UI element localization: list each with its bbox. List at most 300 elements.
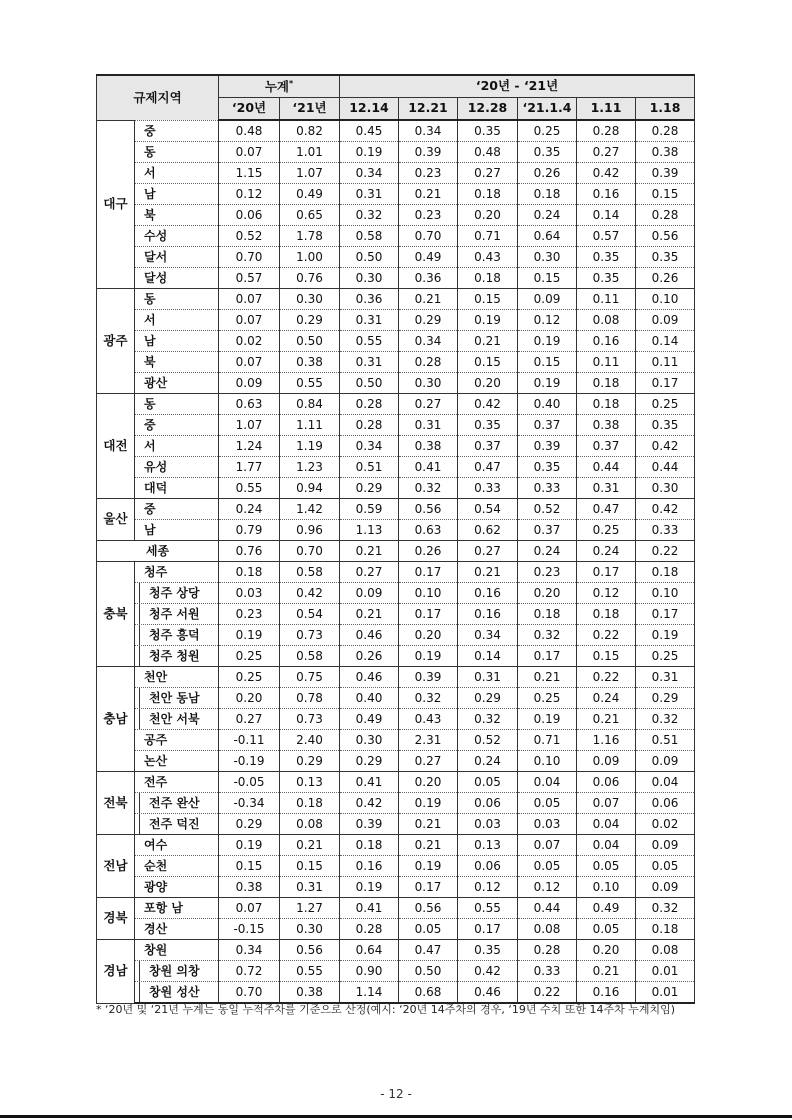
value-cell: 0.29	[399, 310, 458, 331]
value-cell: 1.78	[280, 226, 340, 247]
page-number: - 12 -	[380, 1087, 412, 1101]
value-cell: 0.15	[219, 856, 280, 877]
value-cell: 0.31	[636, 667, 695, 688]
value-cell: -0.15	[219, 919, 280, 940]
value-cell: 0.15	[518, 352, 577, 373]
value-cell: 0.10	[636, 583, 695, 604]
value-cell: 0.30	[340, 268, 399, 289]
value-cell: 0.30	[518, 247, 577, 268]
value-cell: 0.05	[518, 856, 577, 877]
table-row	[97, 688, 695, 709]
value-cell: 0.37	[518, 520, 577, 541]
district-label: 동	[135, 289, 219, 310]
value-cell: 0.30	[340, 730, 399, 751]
value-cell: 0.82	[280, 120, 340, 142]
value-cell: 0.33	[636, 520, 695, 541]
value-cell: 0.25	[219, 667, 280, 688]
value-cell: 0.65	[280, 205, 340, 226]
value-cell: 1.14	[340, 982, 399, 1004]
value-cell: 0.17	[636, 604, 695, 625]
value-cell: 0.51	[340, 457, 399, 478]
table-row	[97, 142, 695, 163]
value-cell: 0.19	[518, 373, 577, 394]
value-cell: 0.40	[340, 688, 399, 709]
value-cell: 0.06	[458, 793, 518, 814]
value-cell: 0.46	[340, 667, 399, 688]
value-cell: 0.10	[636, 289, 695, 310]
value-cell: 0.38	[280, 352, 340, 373]
value-cell: 0.68	[399, 982, 458, 1004]
column-header: ‘21년	[280, 98, 340, 121]
value-cell: 0.07	[219, 898, 280, 919]
region-label: 전남	[97, 835, 135, 898]
value-cell: 0.35	[458, 940, 518, 961]
value-cell: 0.08	[636, 940, 695, 961]
value-cell: 0.73	[280, 709, 340, 730]
value-cell: 0.52	[458, 730, 518, 751]
value-cell: 0.57	[219, 268, 280, 289]
value-cell: 0.17	[399, 877, 458, 898]
sub-district-label: 청주 상당	[139, 583, 200, 603]
table-row	[97, 982, 695, 1004]
value-cell: 0.18	[458, 268, 518, 289]
value-cell: 1.00	[280, 247, 340, 268]
table-row	[97, 184, 695, 205]
value-cell: 0.22	[577, 667, 636, 688]
value-cell: 0.19	[399, 856, 458, 877]
value-cell: 0.48	[219, 120, 280, 142]
value-cell: 0.46	[340, 625, 399, 646]
value-cell: 0.63	[219, 394, 280, 415]
value-cell: 0.43	[399, 709, 458, 730]
district-label: 전주	[135, 772, 219, 793]
district-label: 서	[135, 163, 219, 184]
value-cell: 0.23	[219, 604, 280, 625]
sub-district-label: 천안 서북	[139, 709, 200, 729]
table-row	[97, 583, 695, 604]
value-cell: 0.31	[399, 415, 458, 436]
value-cell: 0.47	[399, 940, 458, 961]
table-row	[97, 856, 695, 877]
value-cell: 0.35	[458, 415, 518, 436]
table-row	[97, 793, 695, 814]
value-cell: 0.24	[577, 688, 636, 709]
value-cell: 0.28	[340, 394, 399, 415]
value-cell: 0.44	[518, 898, 577, 919]
table-row	[97, 436, 695, 457]
value-cell: 0.54	[458, 499, 518, 520]
value-cell: 0.52	[518, 499, 577, 520]
value-cell: 1.11	[280, 415, 340, 436]
value-cell: 0.38	[636, 142, 695, 163]
table-row	[97, 898, 695, 919]
value-cell: 0.47	[458, 457, 518, 478]
table-row	[97, 604, 695, 625]
value-cell: 0.56	[399, 898, 458, 919]
value-cell: 0.42	[577, 163, 636, 184]
value-cell: 0.39	[636, 163, 695, 184]
value-cell: 0.55	[340, 331, 399, 352]
value-cell: 0.29	[219, 814, 280, 835]
table-row	[97, 646, 695, 667]
value-cell: 0.25	[636, 646, 695, 667]
value-cell: 1.77	[219, 457, 280, 478]
sub-district-label: 청주 서원	[139, 604, 200, 624]
value-cell: 0.18	[636, 919, 695, 940]
value-cell: 0.49	[399, 247, 458, 268]
value-cell: 0.20	[458, 373, 518, 394]
district-label: 유성	[135, 457, 219, 478]
value-cell: 0.24	[577, 541, 636, 562]
value-cell: 0.41	[340, 898, 399, 919]
value-cell: 0.16	[577, 331, 636, 352]
value-cell: 0.18	[219, 562, 280, 583]
district-label	[135, 982, 219, 1004]
value-cell: 0.16	[458, 583, 518, 604]
sub-district-label: 창원 성산	[139, 982, 200, 1002]
value-cell: 0.35	[577, 247, 636, 268]
value-cell: 0.26	[399, 541, 458, 562]
value-cell: 0.50	[340, 373, 399, 394]
value-cell: 0.24	[458, 751, 518, 772]
district-label	[135, 961, 219, 982]
value-cell: 1.13	[340, 520, 399, 541]
value-cell: 0.12	[219, 184, 280, 205]
value-cell: 0.38	[577, 415, 636, 436]
value-cell: 0.36	[399, 268, 458, 289]
district-label: 중	[135, 415, 219, 436]
value-cell: 0.21	[280, 835, 340, 856]
table-header	[97, 75, 695, 120]
bottom-rule	[0, 1115, 792, 1118]
value-cell: 0.37	[458, 436, 518, 457]
value-cell: 0.25	[219, 646, 280, 667]
value-cell: 0.19	[518, 331, 577, 352]
value-cell: 0.11	[577, 289, 636, 310]
value-cell: 0.33	[518, 961, 577, 982]
value-cell: 0.72	[219, 961, 280, 982]
value-cell: 0.55	[219, 478, 280, 499]
value-cell: 0.84	[280, 394, 340, 415]
value-cell: 1.07	[219, 415, 280, 436]
value-cell: 0.27	[340, 562, 399, 583]
value-cell: 0.25	[636, 394, 695, 415]
value-cell: 0.21	[399, 814, 458, 835]
value-cell: 0.58	[340, 226, 399, 247]
value-cell: 0.52	[219, 226, 280, 247]
value-cell: 0.42	[636, 499, 695, 520]
district-label: 서	[135, 310, 219, 331]
value-cell: 0.25	[518, 120, 577, 142]
value-cell: 0.94	[280, 478, 340, 499]
value-cell: 0.42	[458, 961, 518, 982]
value-cell: 1.42	[280, 499, 340, 520]
sub-district-label: 천안 동남	[139, 688, 200, 708]
table-row	[97, 205, 695, 226]
value-cell: 0.41	[340, 772, 399, 793]
table-row	[97, 247, 695, 268]
value-cell: 0.07	[219, 310, 280, 331]
value-cell: 0.21	[577, 961, 636, 982]
value-cell: 0.35	[636, 247, 695, 268]
value-cell: 0.15	[636, 184, 695, 205]
value-cell: 0.31	[280, 877, 340, 898]
value-cell: 0.62	[458, 520, 518, 541]
region-label: 충북	[97, 562, 135, 667]
region-label: 대구	[97, 120, 135, 289]
value-cell: 1.24	[219, 436, 280, 457]
value-cell: 0.11	[636, 352, 695, 373]
value-cell: 0.58	[280, 646, 340, 667]
district-label	[135, 709, 219, 730]
district-label: 동	[135, 142, 219, 163]
value-cell: 1.15	[219, 163, 280, 184]
value-cell: 0.26	[518, 163, 577, 184]
value-cell: 0.49	[280, 184, 340, 205]
value-cell: 0.42	[280, 583, 340, 604]
value-cell: 0.37	[518, 415, 577, 436]
table-row	[97, 562, 695, 583]
value-cell: 0.23	[399, 205, 458, 226]
value-cell: 0.22	[577, 625, 636, 646]
value-cell: 0.31	[340, 184, 399, 205]
table-row	[97, 120, 695, 142]
value-cell: -0.19	[219, 751, 280, 772]
table-row	[97, 520, 695, 541]
value-cell: 0.30	[280, 919, 340, 940]
value-cell: 0.71	[458, 226, 518, 247]
value-cell: 0.55	[458, 898, 518, 919]
value-cell: 0.03	[219, 583, 280, 604]
value-cell: 0.05	[636, 856, 695, 877]
region-label: 충남	[97, 667, 135, 772]
table-row	[97, 268, 695, 289]
value-cell: 0.20	[399, 772, 458, 793]
value-cell: 0.34	[458, 625, 518, 646]
value-cell: 0.39	[518, 436, 577, 457]
value-cell: 0.29	[340, 478, 399, 499]
value-cell: 0.35	[518, 457, 577, 478]
value-cell: 0.19	[399, 646, 458, 667]
regulated-area-price-table	[96, 74, 695, 1004]
region-label: 전북	[97, 772, 135, 835]
value-cell: 0.11	[577, 352, 636, 373]
table-row	[97, 394, 695, 415]
value-cell: 0.19	[340, 142, 399, 163]
value-cell: 0.17	[577, 562, 636, 583]
value-cell: 0.33	[518, 478, 577, 499]
district-label: 광산	[135, 373, 219, 394]
district-label	[135, 814, 219, 835]
value-cell: 0.28	[399, 352, 458, 373]
value-cell: 0.32	[458, 709, 518, 730]
table-body	[97, 120, 695, 1003]
value-cell: 0.16	[577, 184, 636, 205]
value-cell: 0.70	[219, 982, 280, 1004]
value-cell: 0.56	[636, 226, 695, 247]
value-cell: 1.23	[280, 457, 340, 478]
table-row	[97, 289, 695, 310]
value-cell: 0.21	[399, 835, 458, 856]
column-header: 12.14	[340, 98, 399, 121]
table-row	[97, 373, 695, 394]
table-row	[97, 310, 695, 331]
value-cell: 0.10	[399, 583, 458, 604]
value-cell: 0.18	[577, 394, 636, 415]
district-label: 남	[135, 184, 219, 205]
value-cell: 0.54	[280, 604, 340, 625]
district-label: 중	[135, 120, 219, 142]
column-header: ‘20년	[219, 98, 280, 121]
table-row	[97, 667, 695, 688]
district-label	[135, 625, 219, 646]
value-cell: 0.27	[219, 709, 280, 730]
value-cell: 0.19	[399, 793, 458, 814]
value-cell: 0.19	[219, 625, 280, 646]
value-cell: 0.28	[577, 120, 636, 142]
value-cell: 0.18	[577, 604, 636, 625]
value-cell: 0.12	[458, 877, 518, 898]
district-label: 광양	[135, 877, 219, 898]
value-cell: 0.27	[399, 394, 458, 415]
value-cell: 0.47	[577, 499, 636, 520]
value-cell: 0.08	[518, 919, 577, 940]
table-row	[97, 835, 695, 856]
value-cell: 0.22	[636, 541, 695, 562]
value-cell: 0.07	[219, 289, 280, 310]
value-cell: 0.10	[577, 877, 636, 898]
value-cell: 0.31	[340, 352, 399, 373]
value-cell: 0.44	[636, 457, 695, 478]
value-cell: 0.49	[577, 898, 636, 919]
value-cell: 0.19	[458, 310, 518, 331]
value-cell: 0.35	[518, 142, 577, 163]
value-cell: 0.34	[399, 120, 458, 142]
value-cell: 0.18	[577, 373, 636, 394]
value-cell: 0.64	[340, 940, 399, 961]
value-cell: 0.29	[280, 310, 340, 331]
value-cell: 0.18	[636, 562, 695, 583]
value-cell: 0.09	[577, 751, 636, 772]
value-cell: 0.26	[636, 268, 695, 289]
value-cell: 0.96	[280, 520, 340, 541]
value-cell: 0.08	[577, 310, 636, 331]
value-cell: -0.11	[219, 730, 280, 751]
value-cell: 0.36	[340, 289, 399, 310]
value-cell: 0.29	[340, 751, 399, 772]
value-cell: 0.17	[399, 562, 458, 583]
district-label	[135, 604, 219, 625]
district-label: 여수	[135, 835, 219, 856]
district-label: 공주	[135, 730, 219, 751]
value-cell: 0.18	[518, 184, 577, 205]
value-cell: 0.02	[219, 331, 280, 352]
value-cell: 0.70	[219, 247, 280, 268]
table-row	[97, 625, 695, 646]
table-row	[97, 478, 695, 499]
region-label: 대전	[97, 394, 135, 499]
value-cell: 0.18	[280, 793, 340, 814]
value-cell: 0.35	[577, 268, 636, 289]
value-cell: 0.32	[399, 688, 458, 709]
value-cell: 0.14	[458, 646, 518, 667]
value-cell: 0.43	[458, 247, 518, 268]
value-cell: 0.29	[458, 688, 518, 709]
value-cell: 1.27	[280, 898, 340, 919]
value-cell: 0.39	[340, 814, 399, 835]
table-row	[97, 814, 695, 835]
value-cell: 0.56	[399, 499, 458, 520]
region-label: 울산	[97, 499, 135, 541]
value-cell: 0.09	[636, 751, 695, 772]
table-row	[97, 163, 695, 184]
value-cell: 0.28	[340, 415, 399, 436]
value-cell: 0.15	[577, 646, 636, 667]
value-cell: 0.16	[577, 982, 636, 1004]
sub-district-label: 전주 완산	[139, 793, 200, 813]
value-cell: 0.13	[280, 772, 340, 793]
value-cell: 0.34	[219, 940, 280, 961]
district-label: 청주	[135, 562, 219, 583]
region-label: 세종	[97, 541, 219, 562]
value-cell: 0.07	[518, 835, 577, 856]
value-cell: 0.28	[518, 940, 577, 961]
value-cell: 0.01	[636, 961, 695, 982]
value-cell: 0.29	[280, 751, 340, 772]
district-label: 순천	[135, 856, 219, 877]
value-cell: 0.58	[280, 562, 340, 583]
value-cell: 0.16	[458, 604, 518, 625]
value-cell: 0.31	[458, 667, 518, 688]
value-cell: 0.32	[636, 709, 695, 730]
district-label: 창원	[135, 940, 219, 961]
value-cell: 0.50	[340, 247, 399, 268]
value-cell: 0.20	[399, 625, 458, 646]
value-cell: 0.20	[518, 583, 577, 604]
value-cell: 0.21	[399, 184, 458, 205]
value-cell: 0.64	[518, 226, 577, 247]
sub-district-label: 창원 의창	[139, 961, 200, 981]
value-cell: 0.32	[340, 205, 399, 226]
value-cell: 0.31	[340, 310, 399, 331]
table-row	[97, 352, 695, 373]
value-cell: 0.05	[577, 856, 636, 877]
table-row	[97, 730, 695, 751]
value-cell: 0.24	[518, 541, 577, 562]
value-cell: 0.90	[340, 961, 399, 982]
value-cell: 0.48	[458, 142, 518, 163]
value-cell: 0.45	[340, 120, 399, 142]
value-cell: 0.42	[340, 793, 399, 814]
value-cell: 0.32	[636, 898, 695, 919]
value-cell: 0.17	[636, 373, 695, 394]
district-label: 경산	[135, 919, 219, 940]
table-row	[97, 541, 695, 562]
value-cell: 0.20	[577, 940, 636, 961]
district-label: 북	[135, 352, 219, 373]
value-cell: 0.19	[219, 835, 280, 856]
value-cell: 0.37	[577, 436, 636, 457]
value-cell: 0.18	[458, 184, 518, 205]
value-cell: 0.29	[636, 688, 695, 709]
value-cell: 0.76	[280, 268, 340, 289]
value-cell: 0.17	[458, 919, 518, 940]
value-cell: 0.09	[219, 373, 280, 394]
value-cell: 0.78	[280, 688, 340, 709]
value-cell: -0.34	[219, 793, 280, 814]
value-cell: 0.21	[458, 331, 518, 352]
district-label: 남	[135, 331, 219, 352]
